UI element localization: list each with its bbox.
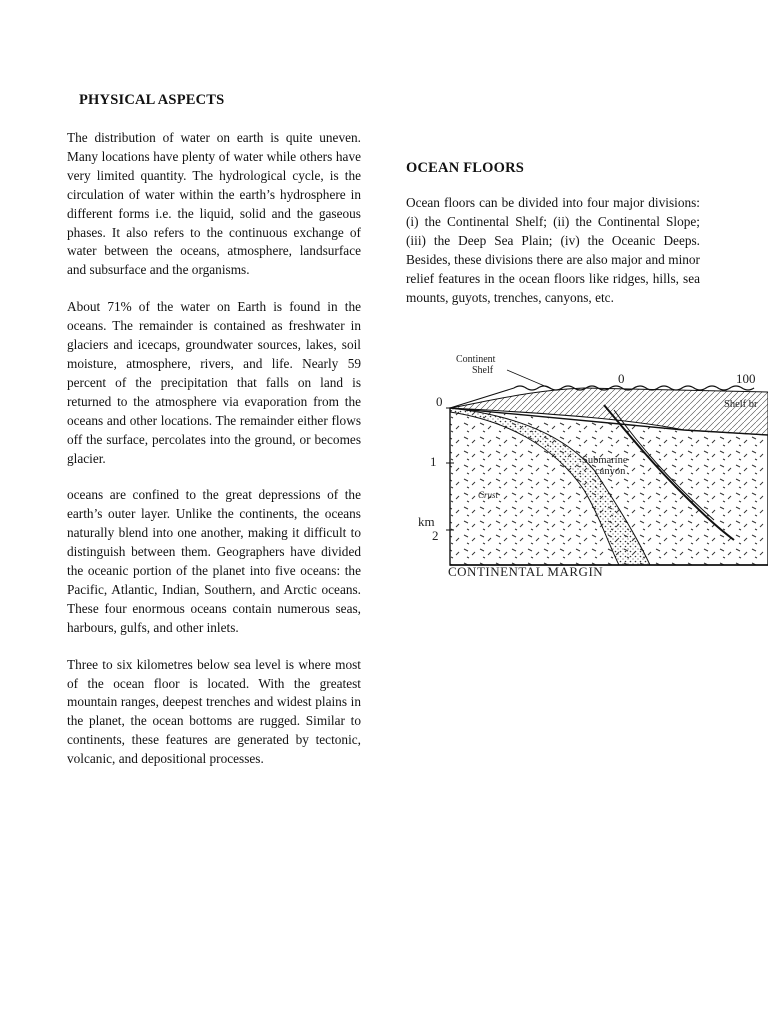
label-hundred: 100 — [736, 371, 756, 386]
paragraph-water-distribution: The distribution of water on earth is quite uneven. Many locations have plenty of water while others have very limited quantity. The hydrological cycle, is the circulation of water within the earth’s hydrosphere in different forms i.e. the liquid, solid and the gaseous phases. It also refers to the continuous exchange of water between the oceans, atmosphere, landsurface and subsurface and the organisms. — [67, 130, 361, 278]
paragraph-water-percentages: About 71% of the water on Earth is found in the oceans. The remainder is contained as freshwater in glaciers and icecaps, groundwater sources, lakes, soil moisture, atmosphere, rivers, and life. Nearly 59 percent of the precipitation that falls on land is returned to the atmosphere via evaporation from the oceans and other locations. The remainder either flows off the surface, percolates into the ground, or becomes glacier. — [67, 299, 361, 466]
label-km: km — [418, 514, 435, 529]
continental-margin-diagram — [414, 350, 768, 590]
ocean-floors-heading: OCEAN FLOORS — [406, 160, 525, 176]
label-shelf: Shelf — [472, 365, 494, 376]
label-submarine: Submarine — [582, 455, 628, 466]
label-zero-left: 0 — [436, 394, 443, 409]
paragraph-ocean-floor-divisions: Ocean floors can be divided into four major divisions: (i) the Continental Shelf; (ii) the Continental Slope; (iii) the Deep Sea Plain; (iv) the Oceanic Deeps. Besides, these divisions there are also major and minor relief features in the ocean floors like ridges, hills, sea mounts, guyots, trenches, canyons, etc. — [406, 195, 700, 305]
label-continent: Continent — [456, 354, 496, 365]
label-shelf-break: Shelf br — [724, 399, 758, 410]
label-two: 2 — [432, 528, 439, 543]
label-crust: Crust — [478, 490, 499, 500]
paragraph-five-oceans: oceans are confined to the great depressions of the earth’s outer layer. Unlike the continents, the oceans naturally blend into one another, making it difficult to distinguish between them. Geographers have divided the oceanic portion of the planet into five oceans: the Pacific, Atlantic, Indian, Southern, and Arctic oceans. These four enormous oceans contain numerous seas, harbours, gulfs, and other inlets. — [67, 487, 361, 635]
right-column — [406, 160, 700, 325]
label-zero-top: 0 — [618, 371, 625, 386]
left-column — [67, 92, 361, 787]
physical-aspects-heading: PHYSICAL ASPECTS — [79, 92, 225, 108]
diagram-caption: CONTINENTAL MARGIN — [448, 564, 604, 579]
label-one: 1 — [430, 454, 437, 469]
paragraph-ocean-floor-depth: Three to six kilometres below sea level is where most of the ocean floor is located. With the greatest mountain ranges, deepest trenches and widest plains in the planet, the ocean bottoms are rugged. Similar to continents, these features are generated by tectonic, volcanic, and depositional processes. — [67, 656, 361, 767]
label-canyon: canyon — [595, 466, 626, 477]
